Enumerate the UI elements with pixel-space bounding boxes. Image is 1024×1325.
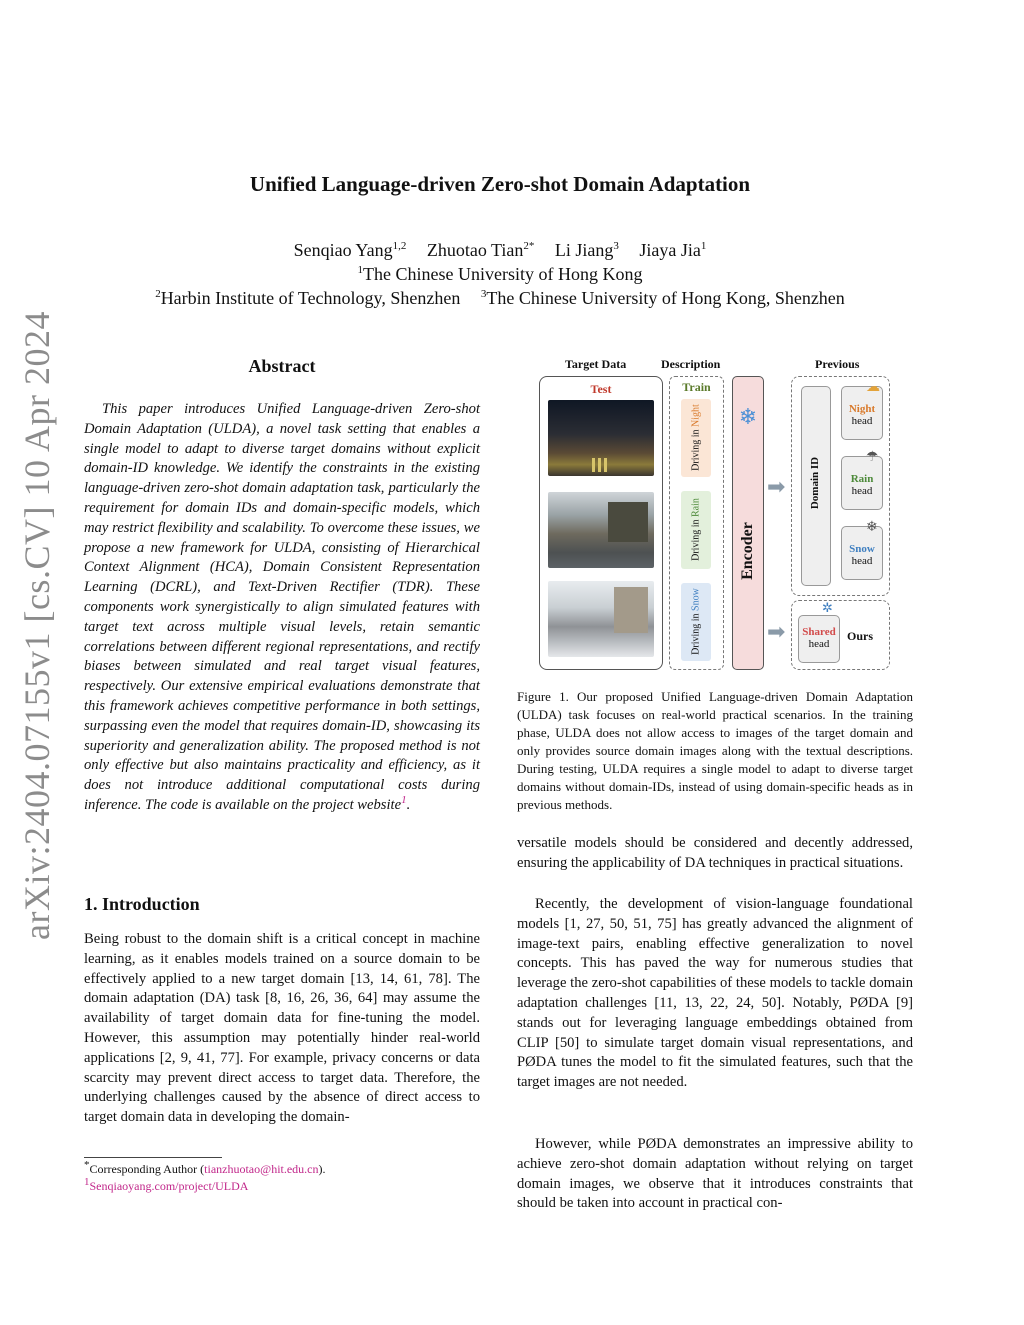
desc-night-text: Driving in Night	[690, 404, 702, 471]
arxiv-identifier: arXiv:2404.07155v1 [cs.CV] 10 Apr 2024	[17, 311, 57, 940]
figure-header-description: Description	[661, 357, 721, 371]
abstract-heading: Abstract	[248, 356, 316, 376]
desc-rain-text: Driving in Rain	[690, 498, 702, 561]
footnote-project: $^1$Senqiaoyang.com/project/ULDA	[84, 1176, 249, 1193]
author: Li Jiang$^3$	[554, 240, 619, 260]
affiliation: $^1$The Chinese University of Hong Kong	[357, 264, 643, 284]
molecule-icon: ✲	[822, 601, 833, 616]
figure-caption: Figure 1. Our proposed Unified Language-driven Domain Adaptation (ULDA) task focuses on real-world practical scenarios. In the training phase, ULDA does not allow access to images of the target domain and only provides source domain images along with the textual descriptions. During testing, ULDA requires a single model to adapt to diverse target domains without domain-IDs, instead of using domain-specific heads as in previous methods.	[517, 689, 913, 812]
snow-head-box: Snow head	[841, 526, 883, 580]
figure-header-previous: Previous	[815, 357, 860, 371]
snow-weather-icon: ❄	[866, 519, 878, 535]
night-weather-icon: ☁	[866, 379, 880, 395]
body-paragraph: However, while PØDA demonstrates an impressive ability to achieve zero-shot domain adaptation without relying on target domain images, we observe that it introduces constraints that should be taken into account in practical con-	[517, 1136, 913, 1212]
target-data-panel	[539, 376, 663, 670]
arrow-right-icon: ➡	[767, 475, 786, 500]
figure-1	[535, 355, 895, 675]
train-label: Train	[682, 380, 711, 394]
author-list	[0, 240, 1000, 261]
desc-snow-text: Driving in Snow	[690, 588, 702, 655]
rain-weather-icon: ☂	[866, 449, 879, 465]
domain-id-label: Domain ID	[809, 456, 821, 510]
body-paragraph: Recently, the development of vision-language foundational models [1, 27, 50, 51, 75] has greatly advanced the alignment of image-text pairs, enabling effective generalization to novel concepts. This has paved the way for numerous studies that leverage the zero-shot capabilities of these models to tackle domain adaptation challenges [11, 13, 22, 24, 50]. Notably, PØDA [9] stands out for leveraging language embeddings obtained from CLIP [50] to simulate target domain visual representations, and PØDA tunes the model to fit the simulated features, such that the target images are not needed.	[517, 896, 913, 1091]
footnote-corresponding: *Corresponding Author (tianzhuotao@hit.edu.cn).	[84, 1159, 326, 1176]
encoder-label: Encoder	[739, 522, 756, 580]
encoder-block	[732, 376, 764, 670]
footnote-link[interactable]: 1	[401, 794, 407, 807]
paper-title: Unified Language-driven Zero-shot Domain Adaptation	[249, 172, 751, 196]
arrow-right-icon: ➡	[767, 620, 786, 645]
footnote-rule	[84, 1157, 222, 1158]
snowflake-icon: ❄	[738, 405, 758, 430]
test-label: Test	[590, 382, 612, 396]
section-heading: 1. Introduction	[84, 894, 200, 914]
abstract-text: This paper introduces Unified Language-driven Zero-shot Domain Adaptation (ULDA), a novel task setting that enables a single model to adapt to diverse target domains without explicit domain-ID knowledge. We identify the constraints in the existing language-driven zero-shot domain adaptation task, particularly the requirement for domain IDs and domain-specific models, which may restrict flexibility and scalability. To overcome these issues, we propose a new framework for ULDA, consisting of Hierarchical Context Alignment (HCA), Domain Consistent Representation Learning (DCRL), and Text-Driven Rectifier (TDR). These components work synergistically to align simulated features with target text across multiple visual levels, retain semantic correlations between different regional representations, and rectify biases between simulated and real target visual features, respectively. Our extensive empirical evaluations demonstrate that this framework achieves competitive performance in both settings, surpassing even the model that requires domain-ID, showcasing its superiority and generalization ability. The proposed method is not only effective but also maintains practicality and efficiency, as it does not introduce additional computational costs during inference. The code is available on the project website$^1$.	[84, 401, 480, 813]
rain-head-box: Rain head	[841, 456, 883, 510]
rain-street-photo	[548, 492, 654, 568]
project-link[interactable]: Senqiaoyang.com/project/ULDA	[89, 1179, 249, 1193]
intro-paragraph: Being robust to the domain shift is a critical concept in machine learning, as it enables models trained on a source domain to be effectively applied to a new target domain [13, 14, 61, 78]. The domain adaptation (DA) task [8, 16, 26, 36, 64] may assume the availability of target domain data for fine-tuning the model. However, this assumption may potentially hinder real-world applications [2, 9, 41, 77]. For example, privacy concerns or data scarcity may prevent direct access to target data. Therefore, the underlying challenges caused by the absence of direct access to target domain data in developing the domain-	[84, 931, 480, 1126]
email-link[interactable]: tianzhuotao@hit.edu.cn	[204, 1162, 319, 1176]
previous-panel	[791, 376, 890, 596]
affiliation: $^2$Harbin Institute of Technology, Shenzhen $^3$The Chinese University of Hong Kong, Shenzhen	[155, 288, 845, 308]
author: Zhuotao Tian$^{2*}$	[426, 240, 535, 260]
ours-label: Ours	[847, 629, 874, 643]
author: Senqiao Yang$^{1,2}$	[293, 240, 407, 260]
body-paragraph: versatile models should be considered and decently addressed, ensuring the applicability of DA techniques in practical situations.	[517, 835, 913, 871]
night-head-box: Night head	[841, 386, 883, 440]
night-street-photo	[548, 400, 654, 476]
ours-panel	[791, 600, 890, 670]
snow-street-photo	[548, 581, 654, 657]
shared-head-box: Shared head	[798, 615, 840, 663]
description-panel	[669, 376, 724, 670]
figure-header-target: Target Data	[565, 357, 627, 371]
author: Jiaya Jia$^1$	[639, 240, 707, 260]
